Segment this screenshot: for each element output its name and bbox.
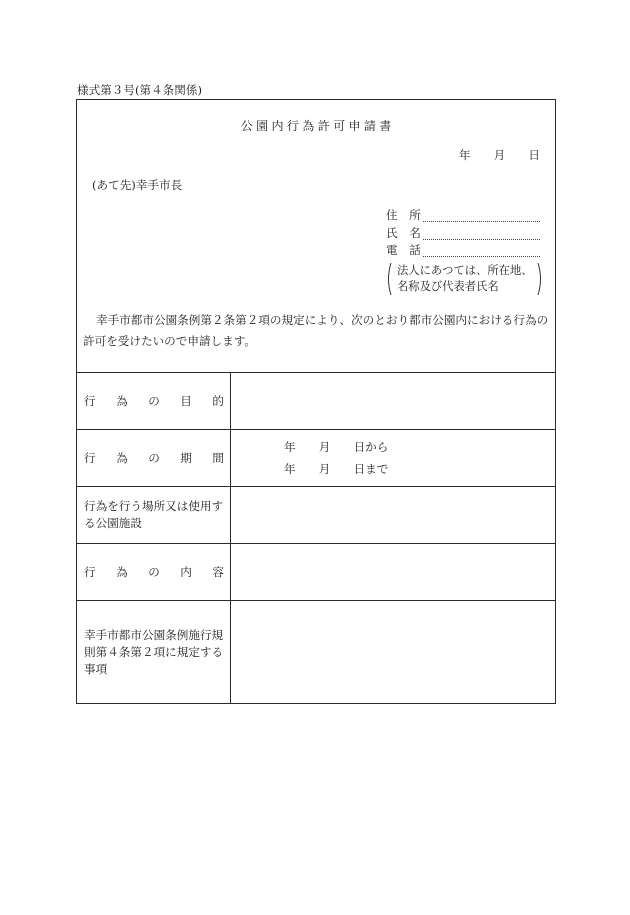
- phone-dotted-line: [423, 245, 540, 257]
- label-cell: [77, 373, 231, 429]
- corporate-note-line: 法人にあつては、所在地、: [397, 264, 533, 277]
- table-row-location: [77, 486, 555, 543]
- applicant-address-row: [386, 208, 540, 222]
- label-cell: [77, 487, 231, 543]
- period-label: 行 為 の 期 間: [84, 450, 224, 465]
- statement-line: 許可を受けたいので申請します。: [83, 334, 256, 348]
- rule-label-line: 事項: [84, 661, 108, 676]
- location-label-line: る公園施設: [84, 516, 142, 530]
- address-label: 住 所: [386, 208, 421, 222]
- location-value-cell: [231, 487, 555, 543]
- applicant-name-row: [386, 226, 540, 240]
- content-value-cell: [231, 544, 555, 600]
- corporate-note: [386, 262, 543, 296]
- applicant-phone-row: [386, 243, 540, 257]
- table-row-content: [77, 543, 555, 600]
- rule-label-line: 幸手市都市公園条例施行規: [84, 627, 224, 642]
- period-from: 年 月 日から: [284, 440, 389, 454]
- purpose-label: 行 為 の 目 的: [84, 393, 224, 408]
- label-cell: [77, 430, 231, 486]
- period-to: 年 月 日まで: [284, 462, 389, 476]
- rule-label-line: 則第４条第２項に規定する: [84, 644, 224, 659]
- application-date: 年 月 日: [458, 148, 540, 162]
- period-value-cell: [231, 430, 555, 486]
- application-table: [77, 372, 555, 703]
- statement-line: 幸手市都市公園条例第２条第２項の規定により、次のとおり都市公園内における行為の: [96, 313, 549, 327]
- table-row-purpose: [77, 372, 555, 429]
- location-label-line: 行為を行う場所又は使用す: [84, 499, 224, 513]
- name-dotted-line: [423, 228, 540, 240]
- corporate-note-line: 名称及び代表者氏名: [397, 280, 499, 293]
- label-cell: [77, 544, 231, 600]
- table-row-period: [77, 429, 555, 486]
- name-label: 氏 名: [386, 226, 421, 240]
- form-frame: [76, 99, 556, 704]
- form-title: 公園内行為許可申請書: [240, 119, 395, 133]
- address-dotted-line: [423, 210, 540, 222]
- left-bracket-icon: [386, 262, 392, 296]
- rule-items-value-cell: [231, 601, 555, 703]
- form-number: 様式第３号(第４条関係): [77, 83, 202, 97]
- phone-label: 電 話: [386, 243, 421, 257]
- table-row-rule-items: [77, 600, 555, 703]
- right-bracket-icon: [537, 262, 543, 296]
- purpose-value-cell: [231, 373, 555, 429]
- addressee: (あて先)幸手市長: [92, 178, 183, 192]
- content-label: 行 為 の 内 容: [84, 564, 224, 579]
- label-cell: [77, 601, 231, 703]
